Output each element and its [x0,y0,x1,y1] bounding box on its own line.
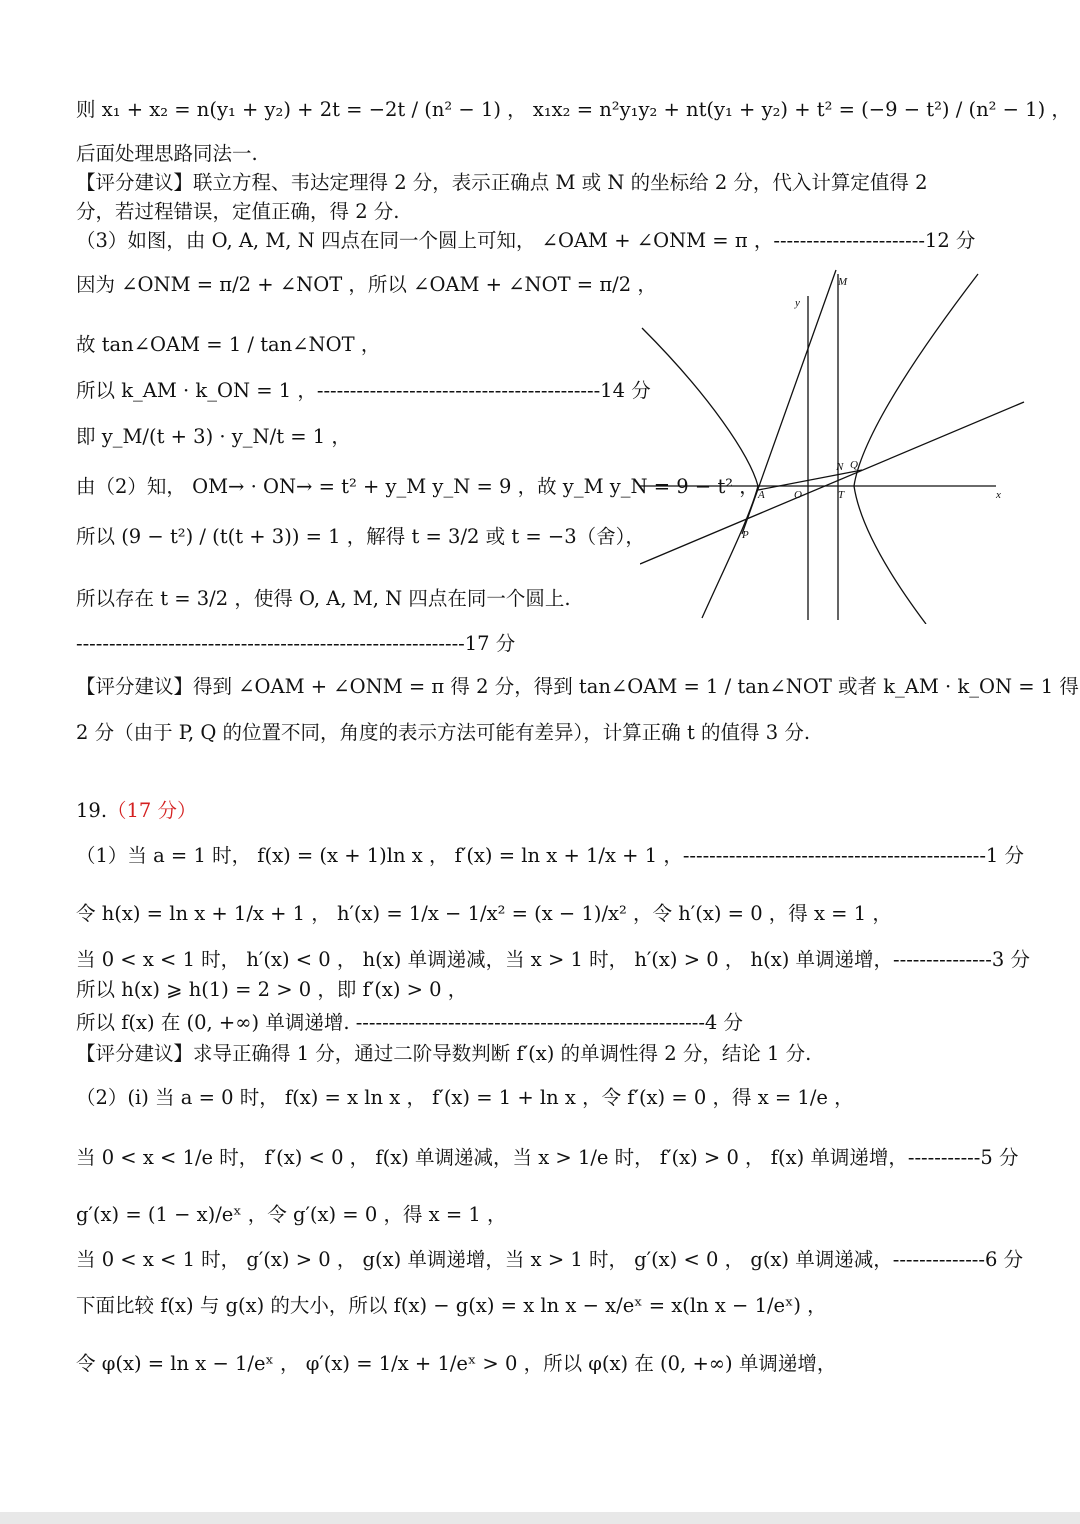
text-line: 所以 (9 − t²) / (t(t + 3)) = 1 ，解得 t = 3/2 或 t = −3（舍）， [76,525,645,548]
page-bottom-edge [0,1512,1080,1524]
text-line: 即 y_M/(t + 3) · y_N/t = 1 ， [76,425,351,448]
scoring-note: 【评分建议】求导正确得 1 分，通过二阶导数判断 f′(x) 的单调性得 2 分，结论 1 分. [76,1042,812,1065]
text-line: 由（2）知， OM→ · ON→ = t² + y_M y_N = 9 ，故 y_M y_N = 9 − t² ， [76,475,759,498]
text-line: 因为 ∠ONM = π/2 + ∠NOT ，所以 ∠OAM + ∠NOT = π/2 ， [76,273,657,296]
label-q: Q [850,459,858,471]
question-points: （17 分） [107,799,197,822]
label-t: T [838,489,845,501]
label-a: A [758,489,765,501]
text-line: 所以 h(x) ⩾ h(1) = 2 > 0 ，即 f′(x) > 0 ， [76,978,468,1001]
text-line: （2）(i) 当 a = 0 时， f(x) = x ln x ， f′(x) = 1 + ln x ，令 f′(x) = 0 ，得 x = 1/e ， [76,1086,854,1109]
question-heading [76,797,197,825]
label-o: O [794,489,802,501]
text-line: 所以 f(x) 在 (0, +∞) 单调递增. -----------------------------------------------------4 分 [76,1011,744,1034]
scoring-note: 2 分（由于 P, Q 的位置不同，角度的表示方法可能有差异），计算正确 t 的值得 3 分. [76,721,811,744]
text-line: 令 h(x) = ln x + 1/x + 1 ， h′(x) = 1/x − 1/x² = (x − 1)/x² ，令 h′(x) = 0 ，得 x = 1 ， [76,902,892,925]
text-line: 当 0 < x < 1/e 时， f′(x) < 0 ， f(x) 单调递减，当 x > 1/e 时， f′(x) > 0 ， f(x) 单调递增，-----------5 分 [76,1146,1019,1169]
text-line: 当 0 < x < 1 时， g′(x) > 0 ， g(x) 单调递增，当 x > 1 时， g′(x) < 0 ， g(x) 单调递减，--------------6 分 [76,1248,1024,1271]
text-line: 所以存在 t = 3/2 ，使得 O, A, M, N 四点在同一个圆上. [76,587,571,610]
question-number: 19. [76,799,108,822]
label-m: M [838,276,848,288]
line-am [742,270,836,534]
scoring-note: 【评分建议】得到 ∠OAM + ∠ONM = π 得 2 分，得到 tan∠OAM = 1 / tan∠NOT 或者 k_AM · k_ON = 1 得 [76,675,1079,698]
line-an [758,470,862,490]
label-y: y [795,297,800,309]
hyperbola-right-branch [854,274,978,624]
text-line: （1）当 a = 1 时， f(x) = (x + 1)ln x ， f′(x) = ln x + 1/x + 1 ，----------------------------------------------1 分 [76,844,1025,867]
text-line: 则 x₁ + x₂ = n(y₁ + y₂) + 2t = −2t / (n² − 1) ， x₁x₂ = n²y₁y₂ + nt(y₁ + y₂) + t² = (−9 − t²) / (n² − 1) ， [76,98,1071,121]
text-line: 后面处理思路同法一. [76,142,258,165]
scoring-note: 分，若过程错误，定值正确，得 2 分. [76,200,400,223]
line-pq [640,402,1024,564]
hyperbola-left-branch [642,328,758,618]
scoring-note: 【评分建议】联立方程、韦达定理得 2 分，表示正确点 M 或 N 的坐标给 2 分，代入计算定值得 2 [76,171,928,194]
text-line: 所以 k_AM · k_ON = 1 ，-------------------------------------------14 分 [76,379,651,402]
text-line: 当 0 < x < 1 时， h′(x) < 0 ， h(x) 单调递减，当 x > 1 时， h′(x) > 0 ， h(x) 单调递增，---------------3 分 [76,948,1030,971]
text-line: （3）如图，由 O, A, M, N 四点在同一个圆上可知， ∠OAM + ∠ONM = π ，-----------------------12 分 [76,229,976,252]
text-line: 故 tan∠OAM = 1 / tan∠NOT ， [76,333,381,356]
hyperbola-figure [640,266,1032,624]
text-line: 令 φ(x) = ln x − 1/eˣ ， φ′(x) = 1/x + 1/eˣ > 0 ，所以 φ(x) 在 (0, +∞) 单调递增， [76,1352,837,1375]
text-line: g′(x) = (1 − x)/eˣ ，令 g′(x) = 0 ，得 x = 1 ， [76,1203,507,1226]
label-n: N [836,461,844,473]
text-line: 下面比较 f(x) 与 g(x) 的大小，所以 f(x) − g(x) = x ln x − x/eˣ = x(ln x − 1/eˣ) ， [76,1294,827,1317]
score-marker: -----------------------------------------------------------17 分 [76,632,516,655]
label-x: x [996,489,1001,501]
label-p: P [742,529,749,541]
